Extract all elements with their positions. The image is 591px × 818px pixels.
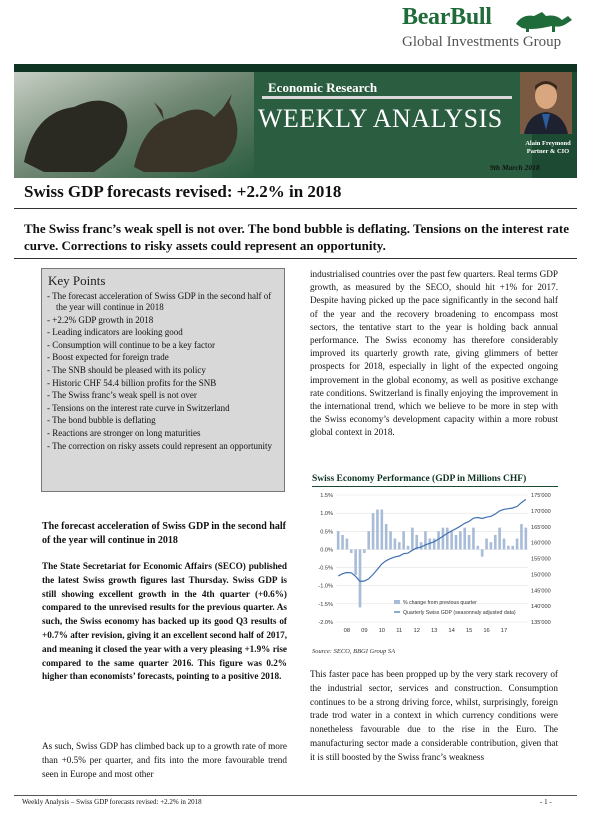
bar: [477, 546, 480, 550]
bar: [490, 542, 493, 549]
page-number: - 1 -: [540, 798, 552, 806]
y-left-tick-label: 0.0%: [320, 547, 333, 554]
bar: [407, 546, 410, 550]
x-tick-label: 15: [465, 628, 473, 634]
y-right-tick-label: 135'000: [531, 620, 551, 626]
key-point-item: - Leading indicators are looking good: [47, 327, 279, 338]
footer-divider: [14, 795, 577, 796]
report-date: 9th March 2018: [490, 163, 540, 172]
bar: [354, 549, 357, 574]
y-left-tick-label: 1.5%: [320, 493, 333, 499]
bar: [394, 539, 397, 550]
headline: Swiss GDP forecasts revised: +2.2% in 2018: [24, 182, 342, 201]
bar: [494, 535, 497, 550]
key-point-item: - Historic CHF 54.4 billion profits for the SNB: [47, 378, 279, 389]
gdp-line: [338, 499, 526, 581]
section-heading: The forecast acceleration of Swiss GDP in the second half of the year will continue in 2018: [42, 521, 286, 546]
bar: [516, 539, 519, 550]
y-right-tick-label: 170'000: [531, 508, 551, 515]
bar: [450, 531, 453, 549]
y-right-tick-label: 150'000: [531, 572, 551, 579]
author-caption: [520, 140, 576, 156]
bar: [420, 542, 423, 549]
bar: [511, 546, 514, 550]
key-point-item: - The Swiss franc’s weak spell is not over: [47, 390, 279, 401]
bar: [389, 531, 392, 549]
brand-subtitle: Global Investments Group: [402, 34, 562, 50]
bar: [359, 549, 362, 607]
y-right-tick-label: 165'000: [531, 524, 551, 531]
author-photo: [520, 72, 572, 134]
bar: [503, 539, 506, 550]
bar: [442, 528, 445, 550]
x-tick-label: 12: [413, 628, 420, 634]
y-left-tick-label: 1.0%: [320, 511, 333, 518]
key-point-item: - Reactions are stronger on long maturities: [47, 428, 279, 439]
x-tick-label: 08: [343, 628, 351, 634]
bar: [437, 531, 440, 549]
key-point-item: - +2.2% GDP growth in 2018: [47, 315, 279, 326]
bar: [350, 549, 353, 553]
bull-bear-statue-image: [14, 72, 254, 178]
key-point-item: - Tensions on the interest rate curve in Switzerland: [47, 403, 279, 414]
bar: [463, 528, 466, 550]
legend-label: % change from previous quarter: [403, 600, 477, 606]
x-tick-label: 16: [483, 628, 490, 634]
y-right-tick-label: 155'000: [531, 556, 551, 563]
bar: [468, 535, 471, 550]
bar: [367, 531, 370, 549]
bar: [485, 539, 488, 550]
key-point-item: - The forecast acceleration of Swiss GDP in the second half of the year will continue in 2018: [47, 291, 279, 313]
divider: [14, 208, 577, 209]
bar: [363, 549, 366, 553]
bull-logo-icon: [512, 6, 582, 32]
y-left-tick-label: -2.0%: [318, 620, 333, 626]
bar: [411, 528, 414, 550]
bar: [424, 531, 427, 549]
bar: [337, 531, 340, 549]
bar: [376, 510, 379, 550]
author-name: Alain Freymond: [525, 140, 571, 147]
bar: [455, 535, 458, 550]
body-paragraph: The State Secretariat for Economic Affairs (SECO) published the latest Swiss growth figures last Thursday. Swiss GDP is still showing excellent growth in the 4th quarter (+0.6%) compared to the unrevised results for the previous quarter. As such, the Swiss economy has backed up its good Q3 results of +0.7% after revision, giving it an excellent second half of 2017, and meaning it closed the year with a very pleasing +1.9% rise compared to the same quarter 2016. This figure was 0.2% higher than economists’ forecasts, pointing to a positive 2018.: [42, 561, 287, 682]
divider: [14, 258, 577, 259]
y-left-tick-label: -0.5%: [318, 565, 333, 572]
bar: [481, 549, 484, 556]
gdp-chart: [310, 490, 560, 640]
bar: [459, 531, 462, 549]
author-role: Partner & CIO: [526, 148, 570, 155]
brand-name: BearBull: [402, 4, 492, 30]
chart-source: Source: SECO, BBGI Group SA: [312, 648, 396, 655]
x-tick-label: 17: [500, 628, 508, 634]
y-left-tick-label: -1.5%: [318, 601, 333, 608]
bar: [398, 542, 401, 549]
bar: [498, 528, 501, 550]
key-point-item: - Consumption will continue to be a key factor: [47, 340, 279, 351]
legend-swatch-bars: [394, 600, 400, 604]
chart-title: Swiss Economy Performance (GDP in Millions CHF): [312, 474, 558, 487]
bar: [520, 524, 523, 549]
bar: [446, 528, 449, 550]
key-point-item: - The SNB should be pleased with its policy: [47, 365, 279, 376]
x-tick-label: 09: [361, 628, 368, 634]
section-label: Economic Research: [268, 80, 378, 95]
key-point-item: - Boost expected for foreign trade: [47, 352, 279, 363]
bar: [525, 528, 528, 550]
bar: [385, 524, 388, 549]
x-tick-label: 14: [448, 628, 455, 634]
key-point-item: - The correction on risky assets could represent an opportunity: [47, 441, 279, 452]
x-tick-label: 13: [430, 628, 438, 634]
body-paragraph: This faster pace has been propped up by the very stark recovery of the industrial sector, services and construction. Consumption continues to be a strong driving force, whilst, surprisingly, foreign trade trod water in a context in which currency conditions were nonetheless favourable due to the rise in the Euro. The manufacturing sector made a considerable contribution, given that it is still boosted by the Swiss franc’s weakness: [310, 669, 558, 762]
key-points-list: [47, 291, 279, 453]
bar: [472, 528, 475, 550]
bar: [507, 546, 510, 550]
report-title: WEEKLY ANALYSIS: [258, 104, 503, 133]
key-point-item: - The bond bubble is deflating: [47, 415, 279, 426]
bar: [341, 535, 344, 550]
x-tick-label: 11: [396, 628, 403, 634]
y-right-tick-label: 140'000: [531, 604, 551, 611]
key-points-heading: Key Points: [48, 273, 106, 288]
y-left-tick-label: -1.0%: [318, 583, 333, 590]
bar: [402, 531, 405, 549]
bar: [381, 510, 384, 550]
y-right-tick-label: 175'000: [531, 493, 551, 499]
body-paragraph: industrialised countries over the past few quarters. Real terms GDP growth, as measured by the SECO, should hit +1% for 2017. Despite having picked up the pace significantly in the second half of the year and the recovery broadening to encompass most sectors, the tentative start to the year is holding back annual performance. The Swiss economy has therefore considerably improved its quarterly growth rate, giving glimmers of better prospects for 2018, especially in light of the expected ongoing improvement in the global economy, as well as positive exchange rate conditions. Switzerland is finally enjoying the improvement in the international trend, which we believe to be more in step with the Swiss economy’s development capacity within a more robust global context in 2018.: [310, 269, 558, 438]
legend-label: Quarterly Swiss GDP (seasonnaly adjusted data): [403, 610, 516, 616]
y-right-tick-label: 160'000: [531, 540, 551, 547]
footer-text: Weekly Analysis – Swiss GDP forecasts revised: +2.2% in 2018: [22, 798, 202, 806]
x-tick-label: 10: [378, 628, 386, 634]
bar: [372, 513, 375, 549]
y-right-tick-label: 145'000: [531, 588, 551, 595]
bar: [346, 539, 349, 550]
bar: [433, 539, 436, 550]
y-left-tick-label: 0.5%: [320, 529, 333, 536]
intro-summary: The Swiss franc’s weak spell is not over. The bond bubble is deflating. Tensions on the interest rate curve. Corrections to risky assets could represent an opportunity.: [24, 221, 569, 253]
body-paragraph: As such, Swiss GDP has climbed back up to a growth rate of more than +0.5% per quarter, and fits into the more favourable trend seen in Europe and most other: [42, 741, 287, 779]
